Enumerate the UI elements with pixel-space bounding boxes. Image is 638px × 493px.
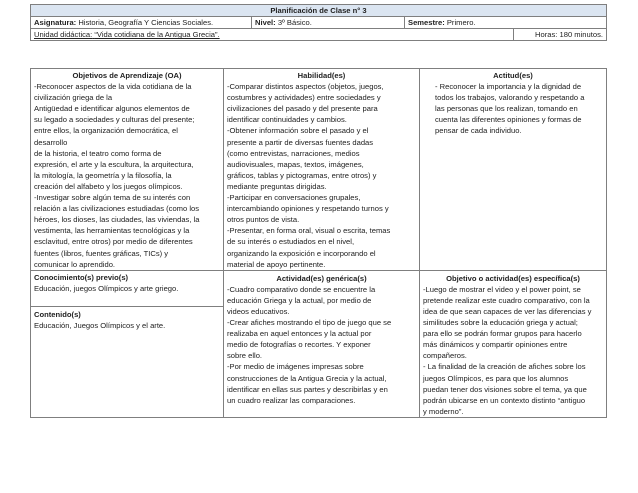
- asignatura-value: Historia, Geografía Y Ciencias Sociales.: [78, 18, 214, 28]
- habilidad-text: -Comparar distintos aspectos (objetos, juegos, costumbres y actividades) entre sociedades y civilizaciones del pasado y del presente para identificar continuidades y cambios. -Obtener información sobre el pasado y el presente a partir de diversas fuentes dadas (como entrevistas, narraciones, medios audiovisuales, mapas, textos, imágenes, gráficos, tablas y pictogramas, entre otros) y mediante preguntas dirigidas. -Participar en conversaciones grupales, intercambiando opiniones y respetando turnos y otros puntos de vista. -Presentar, en forma oral, visual o escrita, temas de su interés o estudiados en el nivel, organizando la exposición e incorporando el material de apoyo pertinente.: [227, 82, 391, 269]
- habilidad-heading: Habilidad(es): [297, 71, 346, 80]
- semestre-cell: [405, 17, 607, 29]
- nivel-value: 3º Básico.: [277, 18, 312, 28]
- oa-heading: Objetivos de Aprendizaje (OA): [72, 71, 182, 80]
- actividad-especifica-heading: Objetivo o actividad(es) específica(s): [446, 273, 580, 283]
- actitud-cell: [420, 69, 607, 271]
- nivel-label: Nivel:: [255, 18, 276, 28]
- asignatura-label: Asignatura:: [34, 18, 77, 28]
- semestre-value: Primero.: [446, 18, 476, 28]
- habilidad-cell: [224, 69, 420, 271]
- semestre-label: Semestre:: [408, 18, 445, 28]
- header-table: [30, 4, 607, 41]
- unidad-label: Unidad didáctica:: [34, 30, 93, 40]
- horas-cell: Horas: 180 minutos.: [514, 29, 607, 41]
- oa-text: -Reconocer aspectos de la vida cotidiana de la civilización griega de la Antigüedad e identificar algunos elementos de su legado a sociedades y culturas del presente; entre ellos, la organización democrática, el desarrollo de la historia, el teatro como forma de expresión, el arte y la escultura, la arquitectura, la mitología, la geometría y la filosofía, la creación del alfabeto y los juegos olímpicos. -Investigar sobre algún tema de su interés con relación a las civilizaciones estudiadas (como los héroes, los dioses, las ciudades, las viviendas, la vestimenta, las herramientas tecnológicas y la esclavitud, entre otros) por medio de diferentes fuentes (libros, fuentes gráficas, TICs) y comunicar lo aprendido.: [34, 82, 200, 269]
- actividad-especifica-cell: [420, 270, 607, 417]
- actividad-generica-text: -Cuadro comparativo donde se encuentre la educación Griega y la actual, por medio de videos educativos. -Crear afiches mostrando el tipo de juego que se realizaba en aquel entonces y la actual por medio de fotografías o recortes. Y exponer sobre ello. -Por medio de imágenes impresas sobre construcciones de la Antigua Grecia y la actual, identificar en ellas sus partes y describirlas y en un cuadro realizar las comparaciones.: [227, 284, 392, 405]
- contenido-heading: Contenido(s): [34, 309, 81, 319]
- conocimiento-text: Educación, juegos Olímpicos y arte griego.: [34, 283, 179, 293]
- unidad-value: “Vida cotidiana de la Antigua Grecia”.: [94, 30, 220, 40]
- oa-cell: [31, 69, 224, 271]
- conocimiento-heading: Conocimiento(s) previo(s): [34, 272, 129, 282]
- contenido-text: Educación, Juegos Olímpicos y el arte.: [34, 320, 166, 330]
- actividad-generica-heading: Actividad(es) genérica(s): [276, 273, 367, 283]
- contenido-block: [31, 306, 223, 331]
- conocimiento-cell: [31, 270, 224, 417]
- actividad-generica-cell: [224, 270, 420, 417]
- actividad-especifica-text: -Luego de mostrar el video y el power point, se pretende realizar este cuadro comparativo, con la idea de que sean capaces de ver las diferencias y similitudes sobre la educación griega y actual; para ello se podrán formar grupos para hacerlo más dinámicos y compartir opiniones entre compañeros. - La finalidad de la creación de afiches sobre los juegos Olímpicos, es para que los alumnos puedan tener dos visiones sobre el tema, ya que podrán ubicarse en un contexto distinto “antiguo y moderno”.: [423, 284, 592, 416]
- asignatura-cell: [31, 17, 252, 29]
- actitud-heading: Actitud(es): [493, 71, 533, 80]
- unidad-cell: [31, 29, 514, 41]
- actitud-text: - Reconocer la importancia y la dignidad de todos los trabajos, valorando y respetando a las personas que los realizan, tomando en cuenta las diferentes opiniones y formas de pensar de cada individuo.: [435, 82, 585, 136]
- content-table: [30, 68, 607, 418]
- nivel-cell: [252, 17, 405, 29]
- plan-title: Planificación de Clase n° 3: [31, 5, 607, 17]
